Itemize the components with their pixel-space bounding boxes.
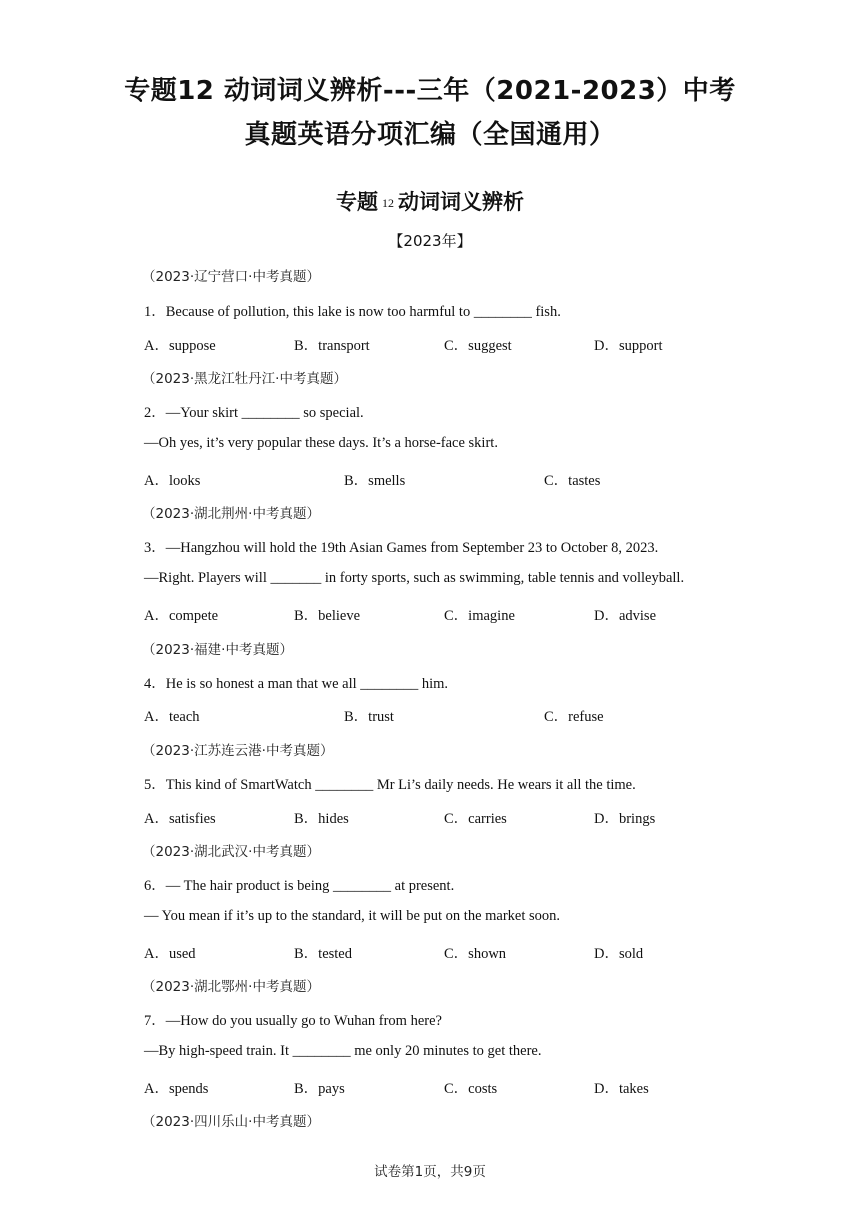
question-source: （2023·福建·中考真题）: [142, 642, 293, 658]
option-c: C．suggest: [444, 338, 512, 354]
option-b: B．pays: [294, 1081, 345, 1097]
option-d: D．takes: [594, 1081, 649, 1097]
page-footer: 试卷第1页，共9页: [374, 1164, 486, 1180]
option-d: D．support: [594, 338, 663, 354]
question-stem: 7．—How do you usually go to Wuhan from here?: [144, 1013, 442, 1029]
question-stem: —Oh yes, it’s very popular these days. It’s a horse-face skirt.: [144, 435, 498, 451]
section-title: [0, 186, 860, 216]
option-b: B．hides: [294, 811, 349, 827]
option-a: A．spends: [144, 1081, 209, 1097]
question-stem: 3．—Hangzhou will hold the 19th Asian Games from September 23 to October 8, 2023.: [144, 540, 659, 556]
option-c: C．shown: [444, 946, 507, 962]
question-stem: 6．— The hair product is being ________ at present.: [144, 878, 455, 894]
question-source: （2023·湖北荆州·中考真题）: [142, 506, 320, 522]
section-title-number: 12: [382, 196, 394, 210]
option-a: A．satisfies: [144, 811, 216, 827]
document-title-line-2: 真题英语分项汇编（全国通用）: [244, 120, 616, 150]
option-c: C．imagine: [444, 608, 515, 624]
option-a: A．suppose: [144, 338, 216, 354]
question-source: （2023·江苏连云港·中考真题）: [142, 743, 334, 759]
document-title-line-1: 专题12 动词词义辨析---三年（2021-2023）中考: [124, 76, 736, 106]
year-heading: 【2023年】: [388, 232, 472, 250]
option-a: A．used: [144, 946, 196, 962]
option-a: A．teach: [144, 709, 200, 725]
option-c: C．refuse: [544, 709, 604, 725]
question-stem: 4．He is so honest a man that we all ________ him.: [144, 676, 449, 692]
option-d: D．advise: [594, 608, 657, 624]
option-a: A．looks: [144, 473, 201, 489]
question-stem: —By high-speed train. It ________ me only 20 minutes to get there.: [144, 1043, 542, 1059]
question-stem: —Right. Players will _______ in forty sports, such as swimming, table tennis and volleyball.: [144, 570, 685, 586]
section-title-prefix: 专题: [336, 190, 378, 214]
question-source: （2023·黑龙江牡丹江·中考真题）: [142, 371, 347, 387]
option-d: D．sold: [594, 946, 644, 962]
option-d: D．brings: [594, 811, 656, 827]
option-c: C．tastes: [544, 473, 601, 489]
section-title-text: 动词词义辨析: [398, 190, 524, 214]
option-b: B．trust: [344, 709, 394, 725]
option-a: A．compete: [144, 608, 219, 624]
option-b: B．transport: [294, 338, 370, 354]
option-b: B．believe: [294, 608, 361, 624]
question-stem: 5．This kind of SmartWatch ________ Mr Li’s daily needs. He wears it all the time.: [144, 777, 636, 793]
question-source: （2023·辽宁营口·中考真题）: [142, 269, 320, 285]
question-source: （2023·湖北武汉·中考真题）: [142, 844, 320, 860]
question-stem: — You mean if it’s up to the standard, it will be put on the market soon.: [144, 908, 561, 924]
question-stem: 1．Because of pollution, this lake is now too harmful to ________ fish.: [144, 304, 561, 320]
question-source: （2023·湖北鄂州·中考真题）: [142, 979, 320, 995]
option-c: C．carries: [444, 811, 507, 827]
question-source: （2023·四川乐山·中考真题）: [142, 1114, 320, 1130]
option-c: C．costs: [444, 1081, 498, 1097]
option-b: B．smells: [344, 473, 406, 489]
question-stem: 2．—Your skirt ________ so special.: [144, 405, 364, 421]
option-b: B．tested: [294, 946, 352, 962]
